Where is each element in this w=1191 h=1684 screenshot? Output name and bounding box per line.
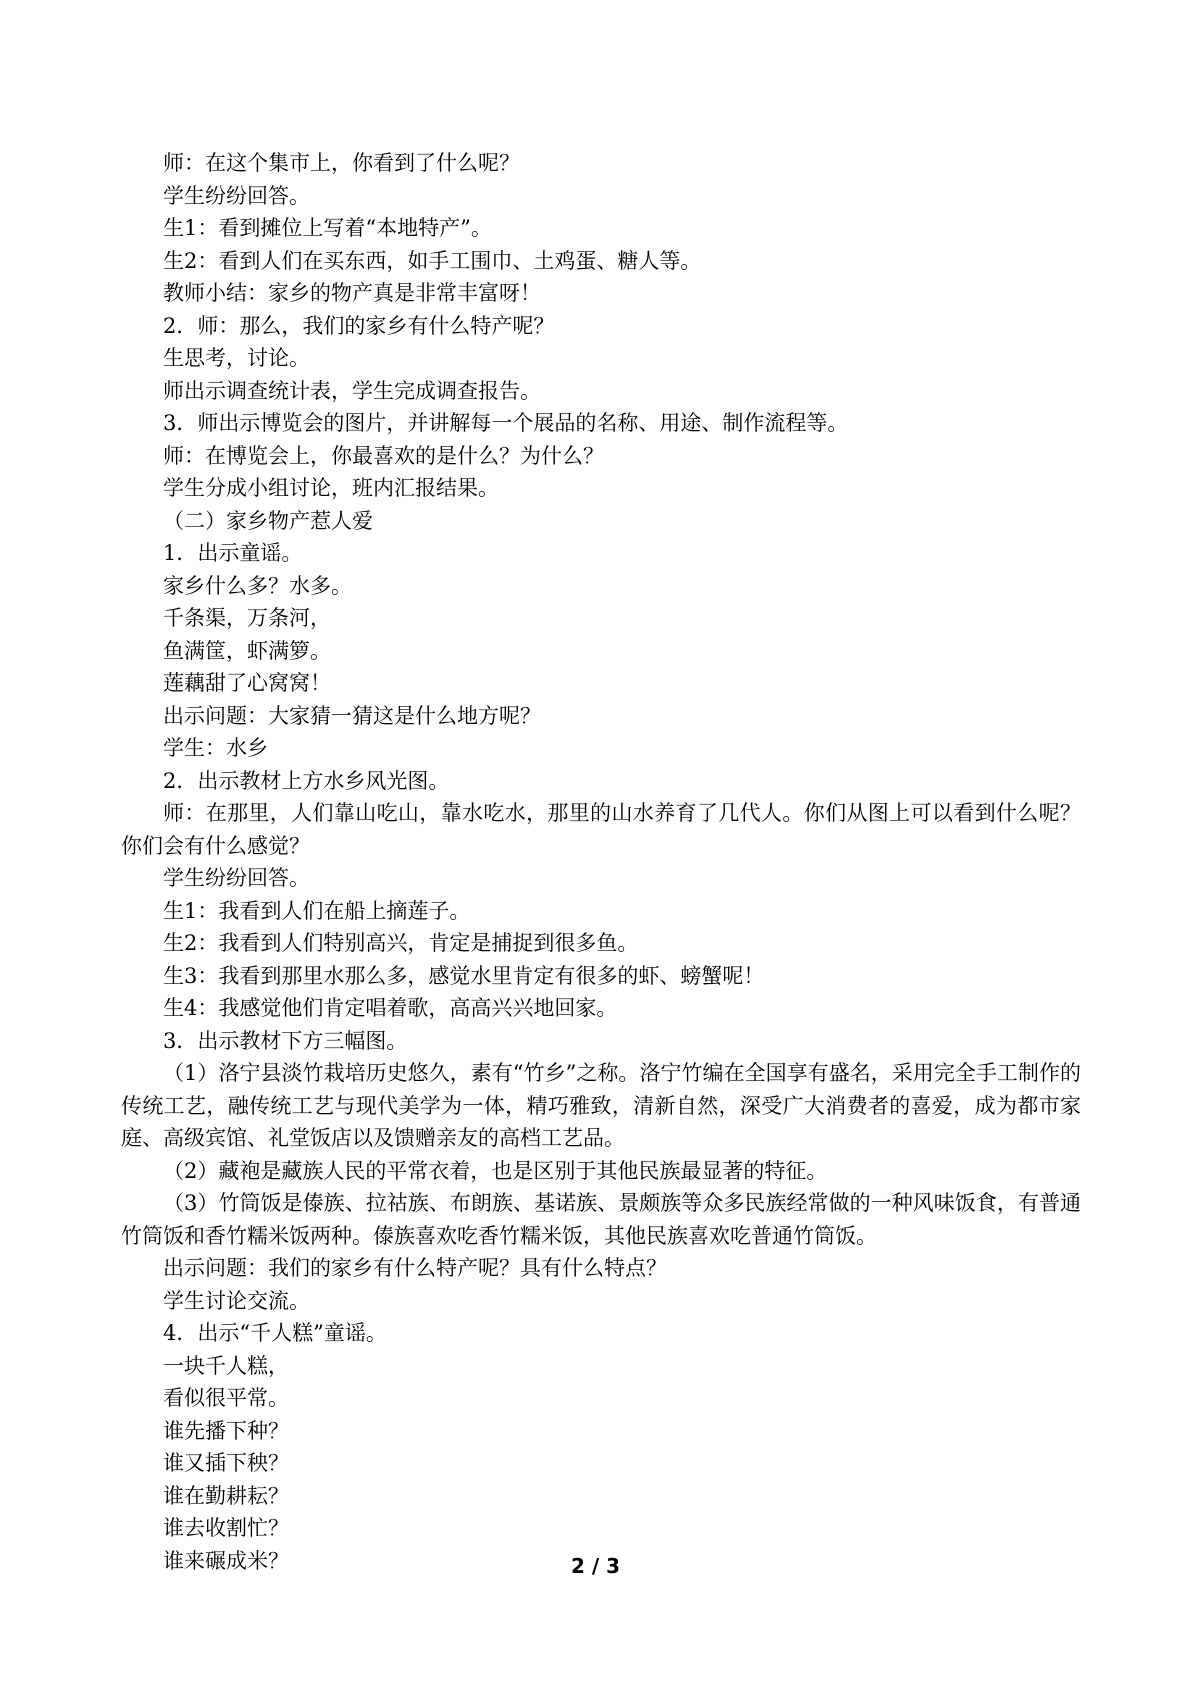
paragraph: 出示问题：我们的家乡有什么特产呢？具有什么特点？ (163, 1256, 667, 1280)
paragraph: 生3：我看到那里水那么多，感觉水里肯定有很多的虾、螃蟹呢！ (163, 963, 765, 988)
paragraph: 师：在博览会上，你最喜欢的是什么？为什么？ (163, 443, 604, 468)
paragraph: 师出示调查统计表，学生完成调查报告。 (163, 378, 541, 403)
rhyme-line: 看似很平常。 (163, 1386, 289, 1410)
rhyme-line: 谁在勤耕耘？ (163, 1483, 289, 1508)
paragraph: 生思考，讨论。 (163, 346, 310, 370)
section-heading: （二）家乡物产惹人爱 (163, 508, 373, 533)
rhyme-line: 一块千人糕， (163, 1353, 289, 1378)
paragraph: 生1：我看到人们在船上摘莲子。 (163, 898, 471, 923)
paragraph: （2）藏袍是藏族人民的平常衣着，也是区别于其他民族最显著的特征。 (163, 1158, 828, 1183)
paragraph: 教师小结：家乡的物产真是非常丰富呀！ (163, 281, 541, 305)
paragraph: 生1：看到摊位上写着“本地特产”。 (163, 216, 492, 240)
rhyme-line: 谁来碾成米？ (163, 1548, 289, 1573)
paragraph: 生2：看到人们在买东西，如手工围巾、土鸡蛋、糖人等。 (163, 248, 702, 273)
paragraph: 师：在那里，人们靠山吃山，靠水吃水，那里的山水养育了几代人。你们从图上可以看到什么呢？你们会有什么感觉？ (121, 801, 1081, 858)
paragraph: 学生讨论交流。 (163, 1288, 310, 1313)
rhyme-line: 谁又插下秧？ (163, 1451, 289, 1475)
paragraph: 出示问题：大家猜一猜这是什么地方呢？ (163, 703, 541, 728)
document-body (121, 147, 1081, 1577)
paragraph: 学生：水乡 (163, 736, 268, 760)
paragraph: （1）洛宁县淡竹栽培历史悠久，素有“竹乡”之称。洛宁竹编在全国享有盛名，采用完全手工制作的传统工艺，融传统工艺与现代美学为一体，精巧雅致，清新自然，深受广大消费者的喜爱，成为都市家庭、高级宾馆、礼堂饭店以及馈赠亲友的高档工艺品。 (121, 1061, 1081, 1150)
rhyme-line: 谁先播下种？ (163, 1418, 289, 1443)
rhyme-line: 千条渠，万条河， (163, 606, 331, 630)
paragraph: 3．师出示博览会的图片，并讲解每一个展品的名称、用途、制作流程等。 (163, 411, 849, 435)
paragraph: 生2：我看到人们特别高兴，肯定是捕捉到很多鱼。 (163, 931, 639, 955)
rhyme-line: 家乡什么多？水多。 (163, 573, 352, 598)
paragraph: 4．出示“千人糕”童谣。 (163, 1321, 387, 1345)
paragraph: 2．出示教材上方水乡风光图。 (163, 768, 450, 793)
paragraph: 生4：我感觉他们肯定唱着歌，高高兴兴地回家。 (163, 996, 618, 1020)
rhyme-line: 鱼满筐，虾满箩。 (163, 638, 331, 663)
paragraph: 学生分成小组讨论，班内汇报结果。 (163, 476, 499, 500)
paragraph: 师：在这个集市上，你看到了什么呢？ (163, 151, 520, 175)
rhyme-line: 莲藕甜了心窝窝！ (163, 671, 331, 695)
page-number: 2 / 3 (570, 1554, 621, 1578)
paragraph: 1．出示童谣。 (163, 541, 303, 565)
paragraph: 学生纷纷回答。 (163, 866, 310, 890)
paragraph: 学生纷纷回答。 (163, 183, 310, 208)
paragraph: 2．师：那么，我们的家乡有什么特产呢？ (163, 313, 555, 338)
paragraph: 3．出示教材下方三幅图。 (163, 1028, 408, 1053)
rhyme-line: 谁去收割忙？ (163, 1516, 289, 1540)
paragraph: （3）竹筒饭是傣族、拉祜族、布朗族、基诺族、景颇族等众多民族经常做的一种风味饭食，有普通竹筒饭和香竹糯米饭两种。傣族喜欢吃香竹糯米饭，其他民族喜欢吃普通竹筒饭。 (121, 1191, 1081, 1248)
